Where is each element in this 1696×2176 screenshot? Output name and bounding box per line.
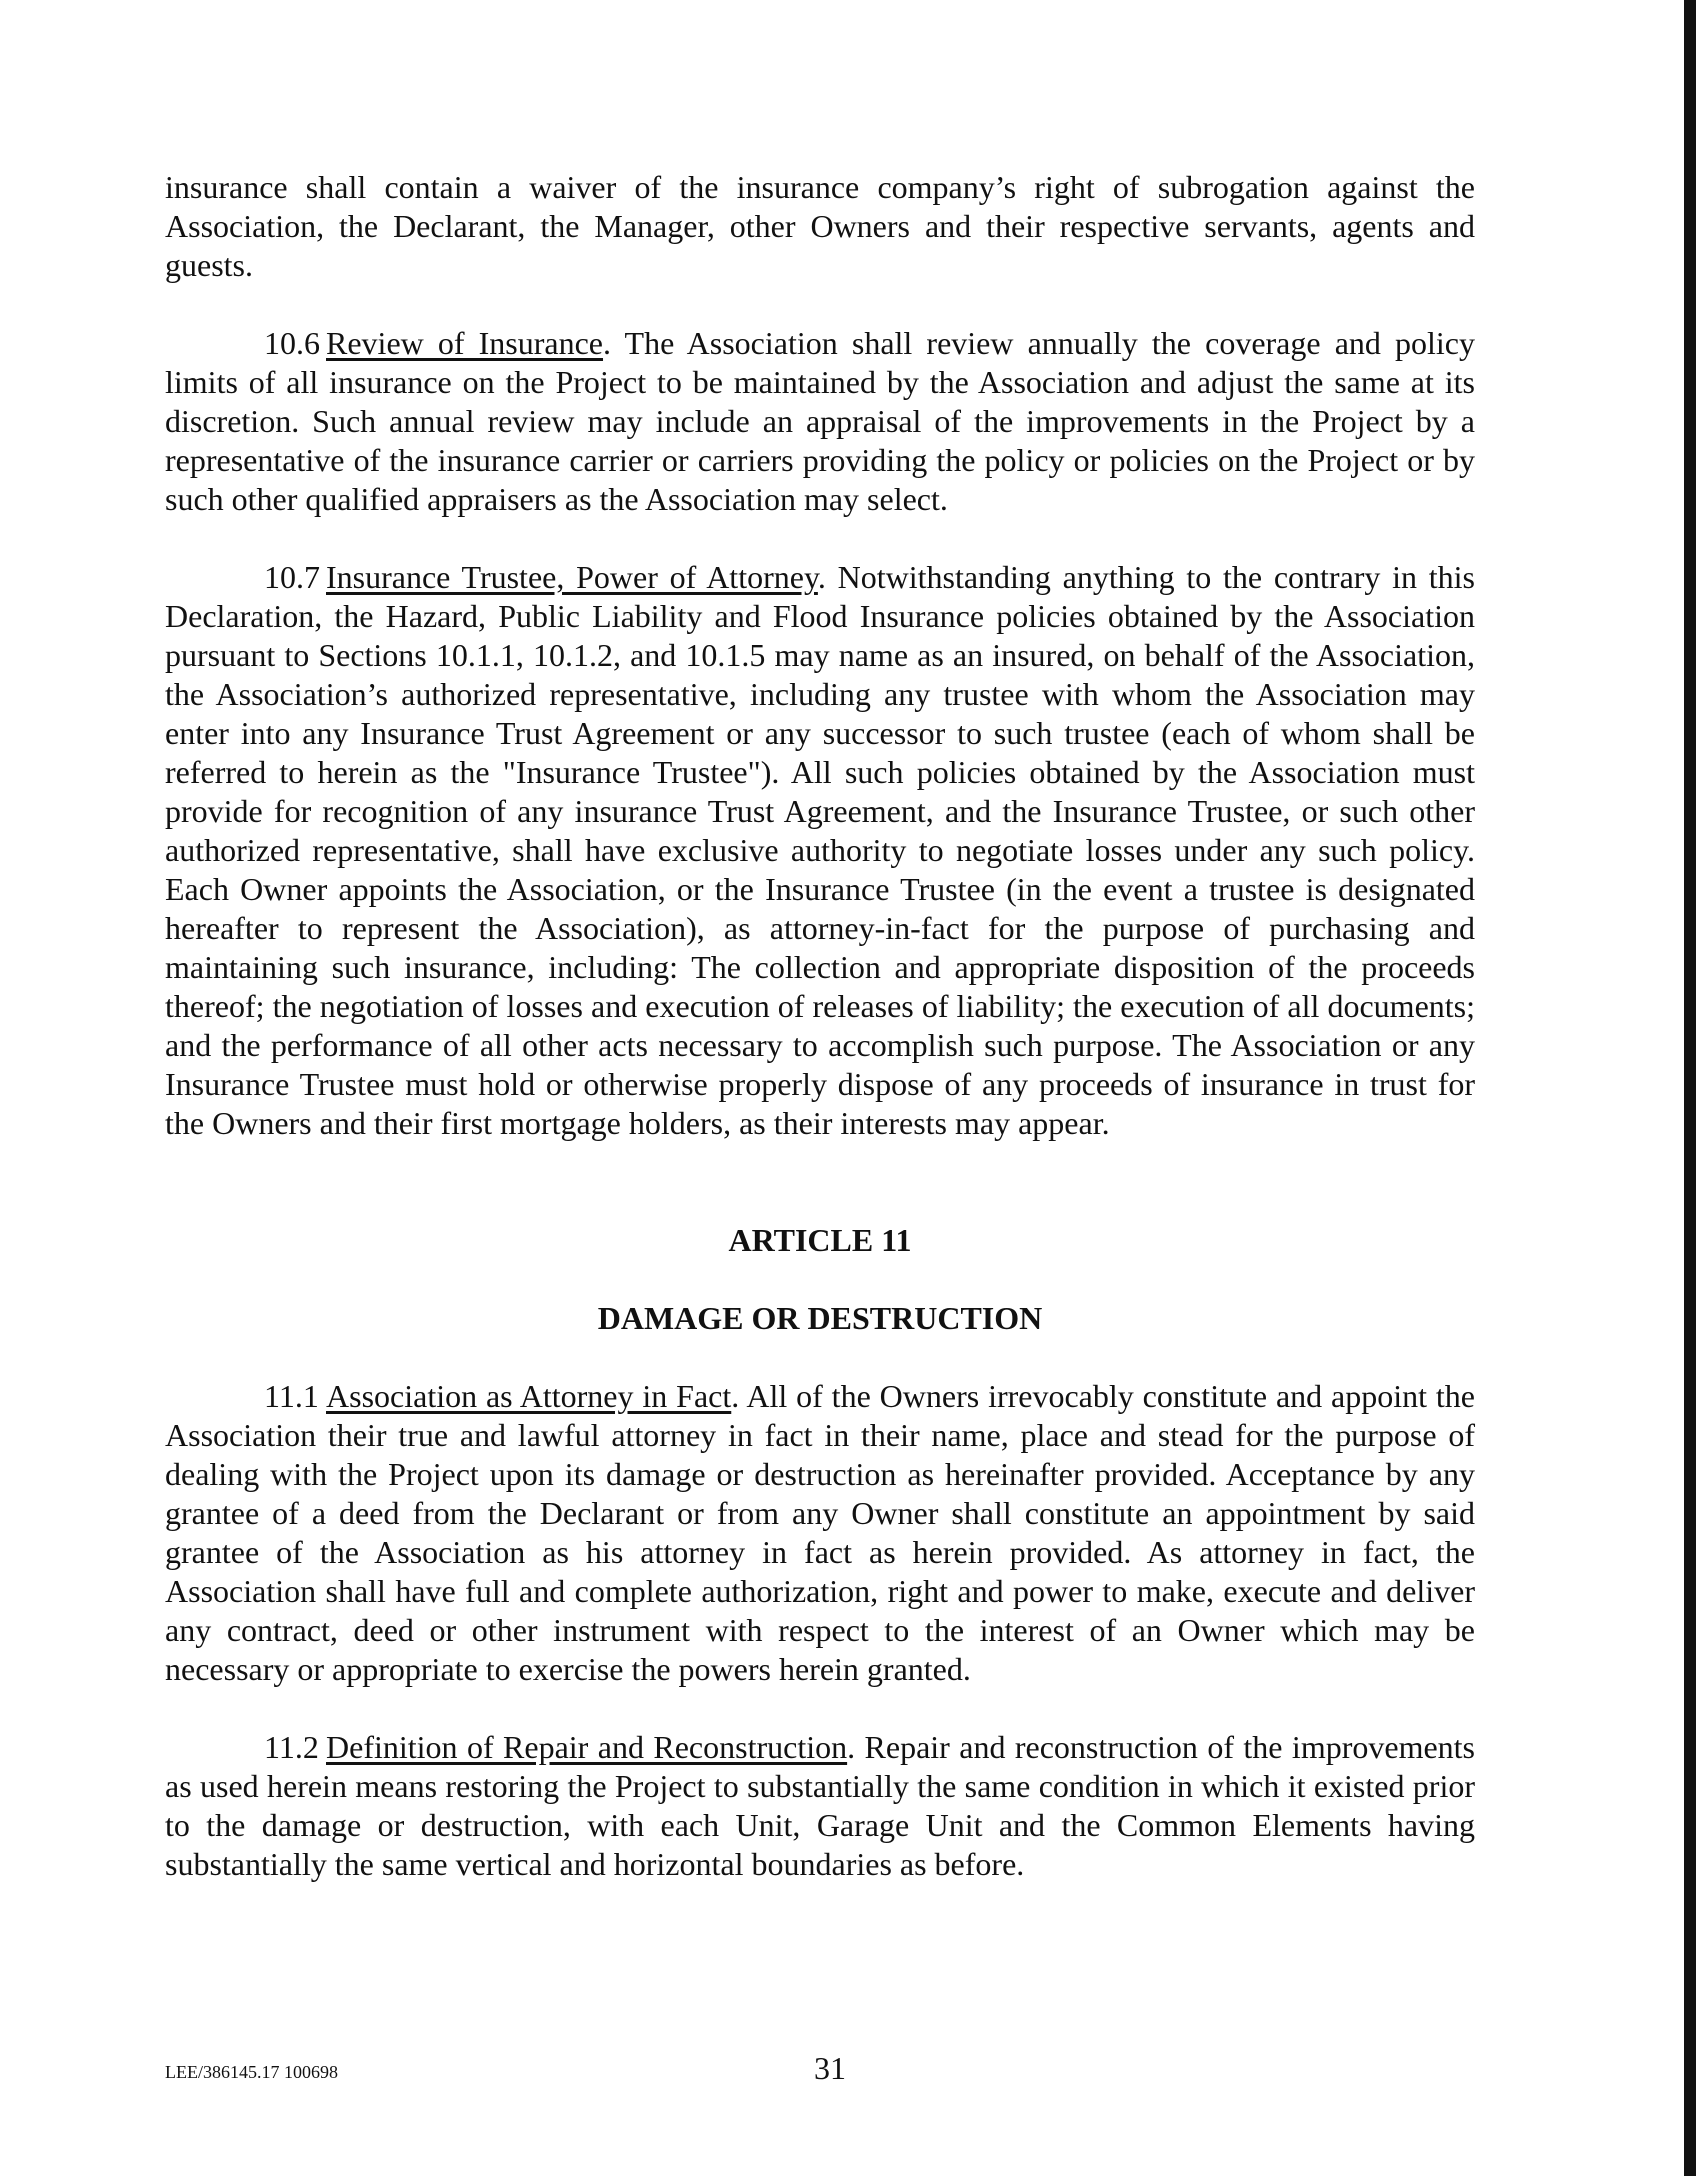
article-number: ARTICLE 11 bbox=[728, 1222, 912, 1258]
section-number: 10.7 bbox=[264, 559, 320, 595]
section-10-6 bbox=[165, 324, 1475, 519]
section-body: . Repair and reconstruction of the improvements as used herein means restoring the Project to substantially the same condition in which it existed prior to the damage or destruction, with each Unit, Garage Unit and the Common Elements having substantially the same vertical and horizontal boundaries as before. bbox=[165, 1729, 1476, 1882]
footer-document-id: LEE/386145.17 100698 bbox=[165, 2062, 338, 2082]
section-11-1 bbox=[165, 1377, 1475, 1689]
section-body: . The Association shall review annually the coverage and policy limits of all insurance on the Project to be maintained by the Association and adjust the same at its discretion. Such annual review may include an appraisal of the improvements in the Project by a representative of the insurance carrier or carriers providing the policy or policies on the Project or by such other qualified appraisers as the Association may select. bbox=[165, 325, 1476, 517]
page-body bbox=[165, 168, 1475, 1923]
paragraph-continued: insurance shall contain a waiver of the insurance company’s right of subrogation against the Association, the Declarant, the Manager, other Owners and their respective servants, agents and guests. bbox=[165, 169, 1475, 283]
section-10-7 bbox=[165, 558, 1475, 1143]
section-title: Insurance Trustee, Power of Attorney bbox=[326, 559, 818, 595]
article-title: DAMAGE OR DESTRUCTION bbox=[597, 1300, 1043, 1336]
scan-edge-bar bbox=[1684, 0, 1696, 2176]
section-body: . Notwithstanding anything to the contrary in this Declaration, the Hazard, Public Liability and Flood Insurance policies obtained by the Association pursuant to Sections 10.1.1, 10.1.2, and 10.1.5 may name as an insured, on behalf of the Association, the Association’s authorized representative, including any trustee with whom the Association may enter into any Insurance Trust Agreement or any successor to such trustee (each of whom shall be referred to herein as the "Insurance Trustee"). All such policies obtained by the Association must provide for recognition of any insurance Trust Agreement, and the Insurance Trustee, or such other authorized representative, shall have exclusive authority to negotiate losses under any such policy. Each Owner appoints the Association, or the Insurance Trustee (in the event a trustee is designated hereafter to represent the Association), as attorney-in-fact for the purpose of purchasing and maintaining such insurance, including: The collection and appropriate disposition of the proceeds thereof; the negotiation of losses and execution of releases of liability; the execution of all documents; and the performance of all other acts necessary to accomplish such purpose. The Association or any Insurance Trustee must hold or otherwise properly dispose of any proceeds of insurance in trust for the Owners and their first mortgage holders, as their interests may appear. bbox=[165, 559, 1476, 1141]
section-number: 10.6 bbox=[264, 325, 320, 361]
section-11-2 bbox=[165, 1728, 1475, 1884]
section-body: . All of the Owners irrevocably constitute and appoint the Association their true and lawful attorney in fact in their name, place and stead for the purpose of dealing with the Project upon its damage or destruction as hereinafter provided. Acceptance by any grantee of a deed from the Declarant or from any Owner shall constitute an appointment by said grantee of the Association as his attorney in fact as herein provided. As attorney in fact, the Association shall have full and complete authorization, right and power to make, execute and deliver any contract, deed or other instrument with respect to the interest of an Owner which may be necessary or appropriate to exercise the powers herein granted. bbox=[165, 1378, 1476, 1687]
section-title: Review of Insurance bbox=[326, 325, 604, 361]
section-title: Definition of Repair and Reconstruction bbox=[326, 1729, 848, 1765]
section-number: 11.2 bbox=[264, 1729, 319, 1765]
section-title: Association as Attorney in Fact bbox=[326, 1378, 732, 1414]
section-number: 11.1 bbox=[264, 1378, 319, 1414]
page-number: 31 bbox=[814, 2050, 846, 2086]
